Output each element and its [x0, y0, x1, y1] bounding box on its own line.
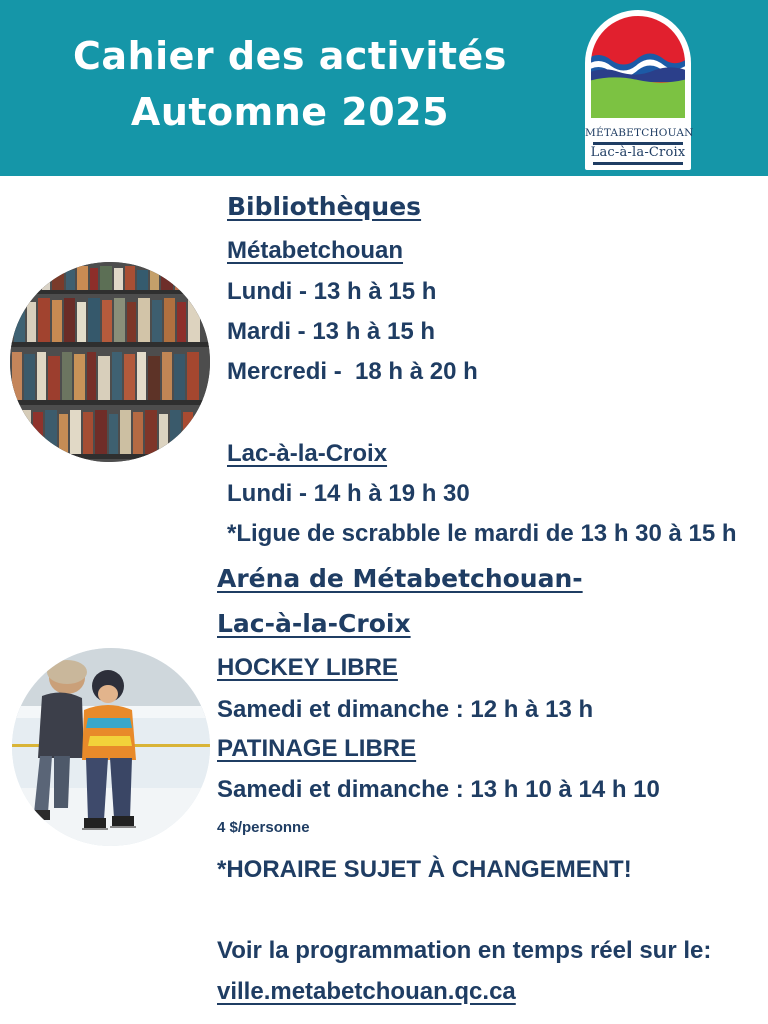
- header-banner: [0, 0, 768, 176]
- bookshelf-photo: [10, 262, 210, 462]
- logo-divider-bottom: [593, 162, 683, 165]
- library-metabetchouan-name: Métabetchouan: [227, 237, 404, 264]
- skating-image-icon: [12, 648, 210, 846]
- skating-schedule: Samedi et dimanche : 13 h 10 à 14 h 10: [217, 776, 660, 803]
- logo-text-line-2: Lac-à-la-Croix: [590, 145, 686, 160]
- skating-price: 4 $/personne: [217, 819, 310, 836]
- scrabble-note: *Ligue de scrabble le mardi de 13 h 30 à 15 h: [227, 520, 737, 547]
- logo-emblem-icon: [585, 10, 691, 122]
- municipality-logo: [585, 10, 694, 170]
- hockey-label: HOCKEY LIBRE: [217, 654, 398, 681]
- footer-text: Voir la programmation en temps réel sur le:: [217, 937, 712, 964]
- schedule-warning: *HORAIRE SUJET À CHANGEMENT!: [217, 856, 632, 883]
- hockey-schedule: Samedi et dimanche : 12 h à 13 h: [217, 696, 594, 723]
- library-lac-a-la-croix-name: Lac-à-la-Croix: [227, 440, 388, 467]
- library-hours-line: Lundi - 13 h à 15 h: [227, 278, 437, 305]
- arena-title-line-2: Lac-à-la-Croix: [217, 609, 411, 638]
- bookshelf-image-icon: [10, 262, 210, 462]
- libraries-title: Bibliothèques: [227, 192, 422, 221]
- library-hours-line: Mardi - 13 h à 15 h: [227, 318, 436, 345]
- title-line-1: Cahier des activités: [73, 34, 507, 78]
- title-line-2: Automne 2025: [130, 90, 450, 134]
- skating-label: PATINAGE LIBRE: [217, 735, 417, 762]
- library-hours-line: Mercredi - 18 h à 20 h: [227, 358, 478, 385]
- skating-photo: [12, 648, 210, 846]
- arena-title-line-1: Aréna de Métabetchouan-: [217, 564, 583, 593]
- website-link[interactable]: ville.metabetchouan.qc.ca: [217, 978, 516, 1005]
- library-hours-line: Lundi - 14 h à 19 h 30: [227, 480, 470, 507]
- page-title: [30, 28, 550, 140]
- logo-text-line-1: MÉTABETCHOUAN: [585, 127, 694, 139]
